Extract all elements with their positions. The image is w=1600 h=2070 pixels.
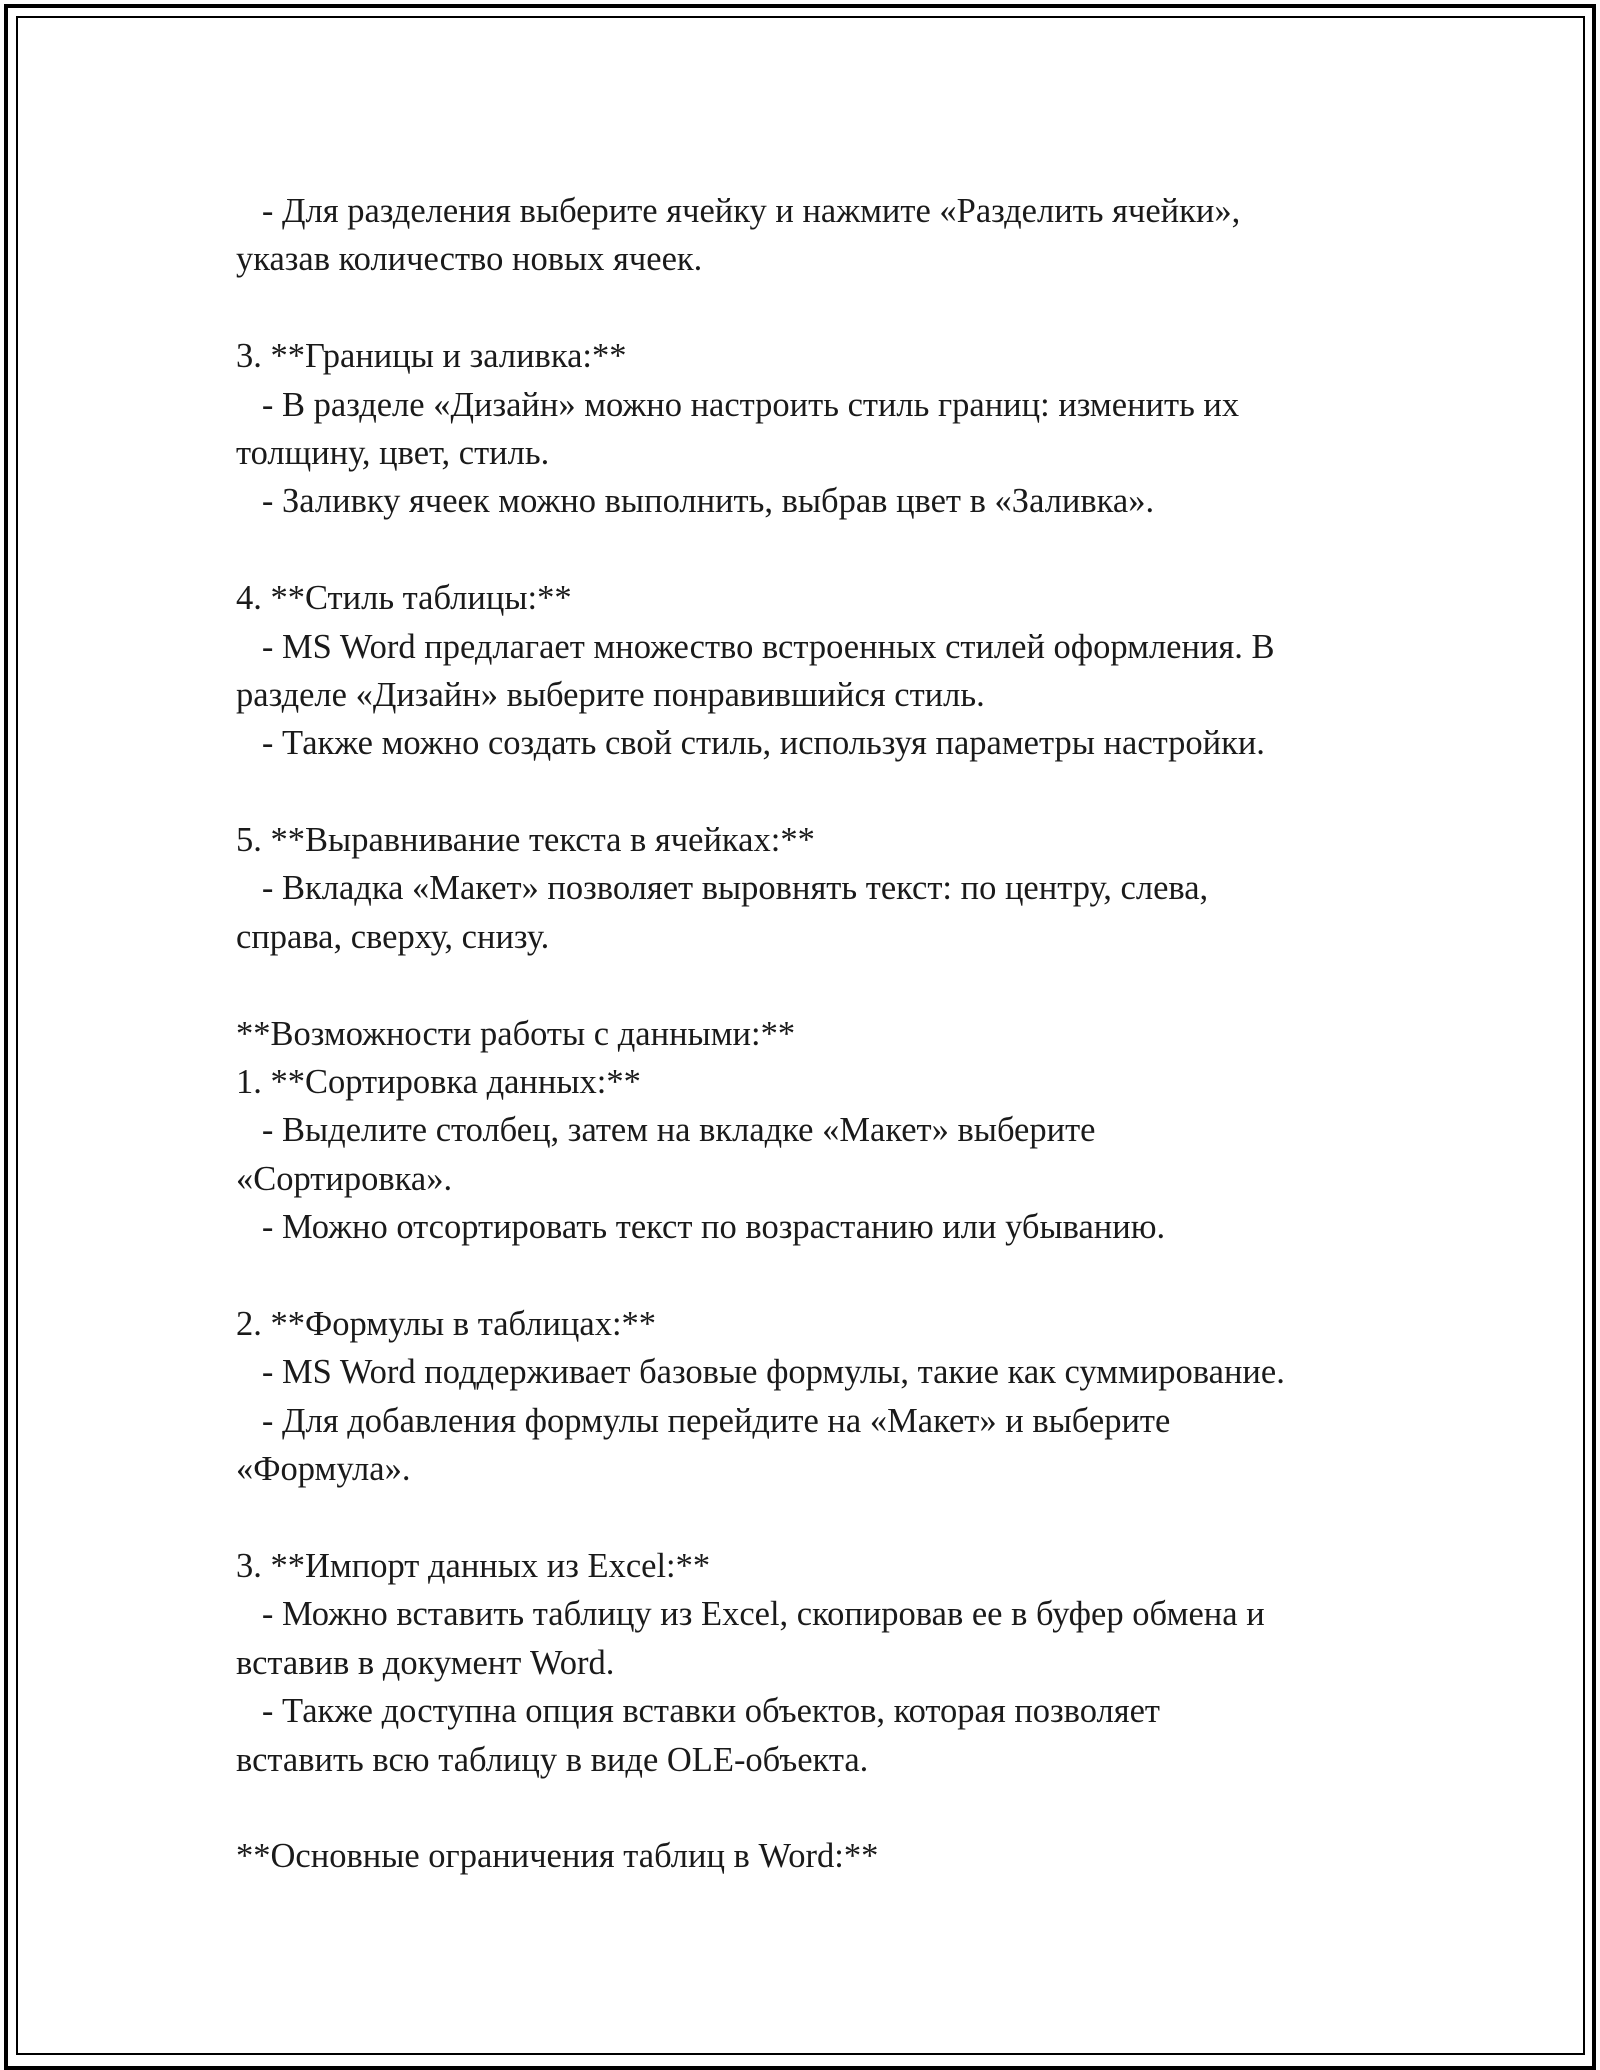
text-line: «Формула». <box>236 1450 411 1489</box>
text-line: - Можно отсортировать текст по возрастанию или убыванию. <box>236 1208 1166 1247</box>
blank-line <box>236 1784 1436 1832</box>
section-heading: **Возможности работы с данными:** <box>236 1014 796 1053</box>
blank-line <box>236 526 1436 574</box>
text-line: - Вкладка «Макет» позволяет выровнять текст: по центру, слева, <box>236 869 1209 908</box>
text-line: - MS Word поддерживает базовые формулы, такие как суммирование. <box>236 1353 1285 1392</box>
document-body <box>236 187 1436 1881</box>
section-heading: 3. **Импорт данных из Excel:** <box>236 1546 711 1585</box>
text-line: - MS Word предлагает множество встроенных стилей оформления. В <box>236 627 1275 666</box>
blank-line <box>236 1252 1436 1300</box>
text-line: толщину, цвет, стиль. <box>236 433 550 472</box>
text-line: - В разделе «Дизайн» можно настроить стиль границ: изменить их <box>236 385 1240 424</box>
blank-line <box>236 961 1436 1009</box>
text-line: вставить всю таблицу в виде OLE-объекта. <box>236 1740 869 1779</box>
text-line: - Также доступна опция вставки объектов, которая позволяет <box>236 1692 1161 1731</box>
text-line: - Заливку ячеек можно выполнить, выбрав цвет в «Заливка». <box>236 482 1155 521</box>
section-heading: 1. **Сортировка данных:** <box>236 1063 641 1102</box>
text-line: - Для добавления формулы перейдите на «Макет» и выберите <box>236 1401 1171 1440</box>
section-heading: 2. **Формулы в таблицах:** <box>236 1304 657 1343</box>
text-line: указав количество новых ячеек. <box>236 240 703 279</box>
text-line: - Можно вставить таблицу из Excel, скопировав ее в буфер обмена и <box>236 1595 1265 1634</box>
blank-line <box>236 768 1436 816</box>
section-heading: 4. **Стиль таблицы:** <box>236 579 572 618</box>
section-heading: **Основные ограничения таблиц в Word:** <box>236 1837 879 1876</box>
blank-line <box>236 1494 1436 1542</box>
text-line: вставив в документ Word. <box>236 1643 615 1682</box>
section-heading: 3. **Границы и заливка:** <box>236 337 627 376</box>
text-line: разделе «Дизайн» выберите понравившийся стиль. <box>236 675 985 714</box>
text-line: - Выделите столбец, затем на вкладке «Макет» выберите <box>236 1111 1096 1150</box>
text-line: справа, сверху, снизу. <box>236 917 550 956</box>
blank-line <box>236 284 1436 332</box>
section-heading: 5. **Выравнивание текста в ячейках:** <box>236 821 815 860</box>
text-line: - Также можно создать свой стиль, используя параметры настройки. <box>236 724 1265 763</box>
text-line: - Для разделения выберите ячейку и нажмите «Разделить ячейки», <box>236 192 1241 230</box>
text-line: «Сортировка». <box>236 1159 453 1198</box>
